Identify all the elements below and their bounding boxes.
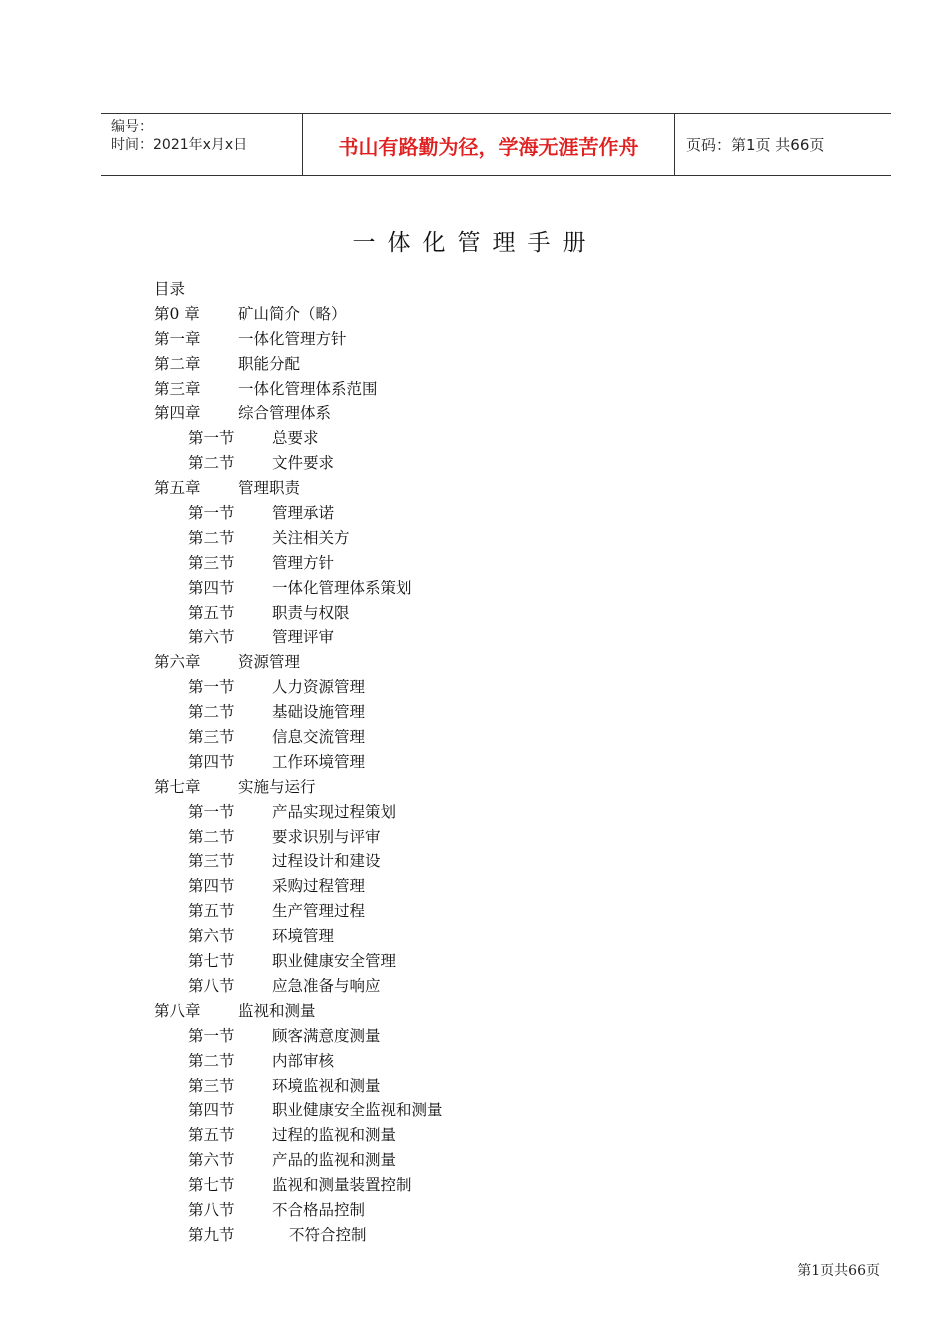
toc-entry-title: 综合管理体系 bbox=[238, 404, 332, 423]
toc-entry-title: 管理承诺 bbox=[272, 504, 335, 523]
toc-entry-title: 职业健康安全监视和测量 bbox=[272, 1101, 443, 1120]
toc-section-row[interactable] bbox=[154, 849, 754, 874]
toc-entry-number: 第七章 bbox=[154, 777, 201, 796]
toc-section-row[interactable] bbox=[154, 899, 754, 924]
toc-entry-number: 第一节 bbox=[188, 802, 235, 821]
toc-entry-number: 第一节 bbox=[188, 429, 235, 448]
toc-entry-title: 管理方针 bbox=[272, 553, 335, 572]
toc-entry-title: 管理评审 bbox=[272, 628, 335, 647]
toc-entry-number: 第五章 bbox=[154, 479, 201, 498]
time-label: 时间：2021年x月x日 bbox=[111, 137, 248, 153]
header-meta-cell bbox=[101, 114, 303, 175]
toc-entry-number: 第九节 bbox=[188, 1225, 235, 1244]
toc-entry-title: 过程设计和建设 bbox=[272, 852, 381, 871]
toc-entry-title: 基础设施管理 bbox=[272, 703, 366, 722]
toc-entry-title: 采购过程管理 bbox=[272, 877, 366, 896]
toc-entry-title: 文件要求 bbox=[272, 454, 335, 473]
toc-entry-title: 人力资源管理 bbox=[272, 678, 366, 697]
toc-chapter-row[interactable] bbox=[154, 401, 754, 426]
toc-chapter-row[interactable] bbox=[154, 476, 754, 501]
toc-entry-number: 第二节 bbox=[188, 1051, 235, 1070]
toc-entry-title: 信息交流管理 bbox=[272, 728, 366, 747]
toc-entry-number: 第六节 bbox=[188, 628, 235, 647]
toc-entry-title: 矿山简介（略） bbox=[238, 304, 347, 323]
toc-section-row[interactable] bbox=[154, 675, 754, 700]
toc-entry-number: 第二节 bbox=[188, 454, 235, 473]
toc-section-row[interactable] bbox=[154, 1049, 754, 1074]
toc-entry-number: 第三节 bbox=[188, 852, 235, 871]
toc-section-row[interactable] bbox=[154, 825, 754, 850]
toc-entry-title: 职责与权限 bbox=[272, 603, 350, 622]
toc-section-row[interactable] bbox=[154, 551, 754, 576]
toc-section-row[interactable] bbox=[154, 750, 754, 775]
header-page-cell bbox=[676, 114, 891, 175]
header-table bbox=[101, 113, 891, 176]
header-motto-cell bbox=[303, 114, 675, 175]
toc-entry-number: 第五节 bbox=[188, 603, 235, 622]
motto-text: 书山有路勤为径，学海无涯苦作舟 bbox=[338, 135, 639, 159]
toc-section-row[interactable] bbox=[154, 700, 754, 725]
toc-entry-number: 第三节 bbox=[188, 553, 235, 572]
toc-section-row[interactable] bbox=[154, 451, 754, 476]
toc-section-row[interactable] bbox=[154, 426, 754, 451]
toc-entry-title: 一体化管理体系范围 bbox=[238, 379, 378, 398]
toc-section-row[interactable] bbox=[154, 601, 754, 626]
toc-entry-title: 不合格品控制 bbox=[272, 1200, 366, 1219]
document-title: 一体化管理手册 bbox=[352, 230, 598, 256]
toc-section-row[interactable] bbox=[154, 874, 754, 899]
toc-entry-title: 监视和测量 bbox=[238, 1001, 316, 1020]
toc-chapter-row[interactable] bbox=[154, 377, 754, 402]
toc-entry-number: 第五节 bbox=[188, 1126, 235, 1145]
toc-entry-number: 第三节 bbox=[188, 728, 235, 747]
toc-entry-number: 第三章 bbox=[154, 379, 201, 398]
toc-entry-number: 第六节 bbox=[188, 927, 235, 946]
toc-entry-title: 关注相关方 bbox=[272, 528, 350, 547]
toc-section-row[interactable] bbox=[154, 1173, 754, 1198]
toc-entry-title: 职能分配 bbox=[238, 354, 301, 373]
toc-entry-title: 资源管理 bbox=[238, 653, 301, 672]
toc-entry-title: 环境监视和测量 bbox=[272, 1076, 381, 1095]
toc-section-row[interactable] bbox=[154, 1148, 754, 1173]
toc-entry-number: 第二节 bbox=[188, 528, 235, 547]
toc-entry-title: 监视和测量装置控制 bbox=[272, 1176, 412, 1195]
toc-entry-number: 第一节 bbox=[188, 504, 235, 523]
table-of-contents bbox=[154, 277, 754, 1248]
toc-entry-title: 生产管理过程 bbox=[272, 902, 366, 921]
toc-entry-number: 第一章 bbox=[154, 329, 201, 348]
toc-section-row[interactable] bbox=[154, 974, 754, 999]
toc-entry-number: 第二节 bbox=[188, 703, 235, 722]
toc-entry-number: 第四节 bbox=[188, 578, 235, 597]
toc-section-row[interactable] bbox=[154, 1223, 754, 1248]
toc-entry-title: 职业健康安全管理 bbox=[272, 952, 397, 971]
toc-entry-title: 内部审核 bbox=[272, 1051, 335, 1070]
toc-entry-title: 总要求 bbox=[272, 429, 319, 448]
toc-section-row[interactable] bbox=[154, 1074, 754, 1099]
header-page-info: 页码：第1页 共66页 bbox=[686, 136, 825, 154]
toc-chapter-row[interactable] bbox=[154, 650, 754, 675]
toc-section-row[interactable] bbox=[154, 501, 754, 526]
toc-chapter-row[interactable] bbox=[154, 775, 754, 800]
toc-chapter-row[interactable] bbox=[154, 302, 754, 327]
toc-entry-number: 第五节 bbox=[188, 902, 235, 921]
toc-entry-title: 过程的监视和测量 bbox=[272, 1126, 397, 1145]
toc-entry-title: 管理职责 bbox=[238, 479, 301, 498]
toc-section-row[interactable] bbox=[154, 1123, 754, 1148]
toc-entry-number: 第一节 bbox=[188, 1026, 235, 1045]
toc-chapter-row[interactable] bbox=[154, 327, 754, 352]
toc-entry-title: 顾客满意度测量 bbox=[272, 1026, 381, 1045]
toc-entry-title: 产品的监视和测量 bbox=[272, 1151, 397, 1170]
serial-label: 编号： bbox=[111, 119, 153, 135]
toc-entry-title: 一体化管理方针 bbox=[238, 329, 347, 348]
toc-entry-number: 第三节 bbox=[188, 1076, 235, 1095]
toc-entry-number: 第四章 bbox=[154, 404, 201, 423]
toc-entry-title: 不符合控制 bbox=[289, 1225, 367, 1244]
toc-heading: 目录 bbox=[154, 280, 186, 298]
toc-entry-number: 第六章 bbox=[154, 653, 201, 672]
toc-entry-number: 第四节 bbox=[188, 877, 235, 896]
toc-entry-title: 产品实现过程策划 bbox=[272, 802, 397, 821]
toc-entry-number: 第0 章 bbox=[154, 304, 200, 323]
toc-section-row[interactable] bbox=[154, 576, 754, 601]
toc-section-row[interactable] bbox=[154, 1098, 754, 1123]
toc-section-row[interactable] bbox=[154, 1024, 754, 1049]
toc-section-row[interactable] bbox=[154, 949, 754, 974]
toc-entry-number: 第二章 bbox=[154, 354, 201, 373]
toc-chapter-row[interactable] bbox=[154, 999, 754, 1024]
footer-page-info: 第1页共66页 bbox=[797, 1263, 880, 1279]
toc-section-row[interactable] bbox=[154, 725, 754, 750]
toc-section-row[interactable] bbox=[154, 526, 754, 551]
toc-chapter-row[interactable] bbox=[154, 352, 754, 377]
toc-entry-number: 第二节 bbox=[188, 827, 235, 846]
toc-entry-title: 应急准备与响应 bbox=[272, 976, 381, 995]
toc-entry-number: 第七节 bbox=[188, 1176, 235, 1195]
toc-entry-number: 第一节 bbox=[188, 678, 235, 697]
toc-entry-number: 第八节 bbox=[188, 976, 235, 995]
toc-entry-title: 要求识别与评审 bbox=[272, 827, 381, 846]
toc-entry-number: 第八节 bbox=[188, 1200, 235, 1219]
toc-entry-title: 工作环境管理 bbox=[272, 752, 366, 771]
toc-entry-number: 第七节 bbox=[188, 952, 235, 971]
toc-entry-title: 实施与运行 bbox=[238, 777, 316, 796]
toc-entry-title: 环境管理 bbox=[272, 927, 335, 946]
toc-entry-number: 第六节 bbox=[188, 1151, 235, 1170]
toc-section-row[interactable] bbox=[154, 1198, 754, 1223]
toc-entry-number: 第四节 bbox=[188, 752, 235, 771]
toc-section-row[interactable] bbox=[154, 800, 754, 825]
toc-section-row[interactable] bbox=[154, 625, 754, 650]
toc-entry-number: 第四节 bbox=[188, 1101, 235, 1120]
toc-entry-title: 一体化管理体系策划 bbox=[272, 578, 412, 597]
toc-entries bbox=[154, 302, 754, 1248]
toc-section-row[interactable] bbox=[154, 924, 754, 949]
toc-entry-number: 第八章 bbox=[154, 1001, 201, 1020]
